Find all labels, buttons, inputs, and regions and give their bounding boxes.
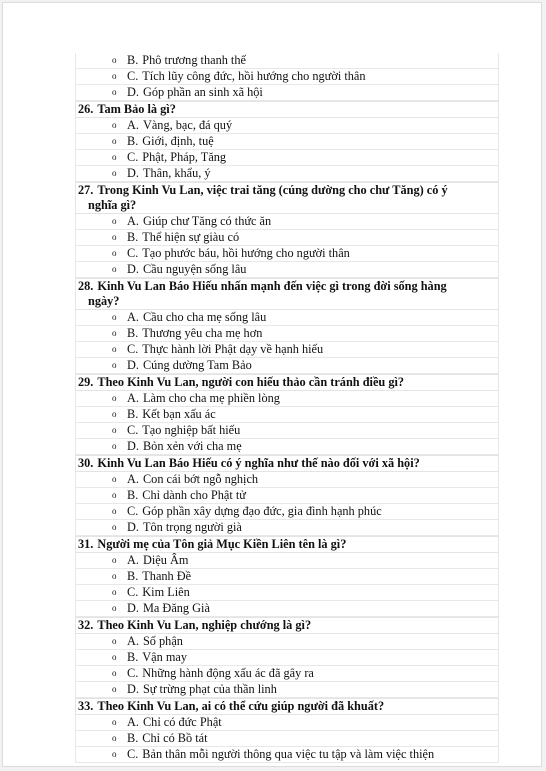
answer-option — [75, 310, 499, 326]
answer-option — [75, 569, 499, 585]
circle-bullet-icon: o — [112, 506, 117, 516]
circle-bullet-icon: o — [112, 328, 117, 338]
option-letter: C. — [127, 69, 139, 83]
option-letter: D. — [127, 166, 139, 180]
question-heading — [75, 101, 499, 118]
option-letter: B. — [127, 326, 139, 340]
answer-option — [75, 53, 499, 69]
option-letter: C. — [127, 246, 139, 260]
question-heading — [75, 536, 499, 553]
answer-option — [75, 262, 499, 278]
option-text: Chỉ có đức Phật — [142, 715, 222, 729]
circle-bullet-icon: o — [112, 749, 117, 759]
answer-option — [75, 214, 499, 230]
option-text: Tạo nghiệp bất hiếu — [142, 423, 241, 437]
question-text-continuation: nghĩa gì? — [88, 198, 137, 212]
question-text: Theo Kinh Vu Lan, người con hiếu thảo cần tránh điều gì? — [97, 375, 405, 389]
option-text: Cầu cho cha mẹ sống lâu — [142, 310, 267, 324]
option-letter: A. — [127, 634, 139, 648]
question-text: Kinh Vu Lan Báo Hiếu nhấn mạnh đến việc gì trong đời sống hàng — [97, 279, 447, 293]
option-text: Làm cho cha mẹ phiền lòng — [142, 391, 280, 405]
answer-option — [75, 715, 499, 731]
option-text: Cúng dường Tam Bảo — [142, 358, 252, 372]
answer-option — [75, 342, 499, 358]
option-text: Kết bạn xấu ác — [142, 407, 216, 421]
option-letter: C. — [127, 504, 139, 518]
option-text: Chỉ có Bồ tát — [142, 731, 208, 745]
option-text: Bỏn xẻn với cha mẹ — [142, 439, 242, 453]
question-number: 30. — [78, 456, 94, 470]
option-text: Vận may — [142, 650, 188, 664]
circle-bullet-icon: o — [112, 571, 117, 581]
question-heading — [75, 278, 499, 310]
option-letter: B. — [127, 731, 139, 745]
answer-option — [75, 246, 499, 262]
option-letter: D. — [127, 601, 139, 615]
option-letter: B. — [127, 53, 139, 67]
question-number: 31. — [78, 537, 94, 551]
option-letter: A. — [127, 391, 139, 405]
answer-option — [75, 553, 499, 569]
question-text: Tam Bảo là gì? — [97, 102, 176, 116]
answer-option — [75, 504, 499, 520]
document-page — [2, 2, 542, 767]
question-block — [75, 617, 499, 698]
circle-bullet-icon: o — [112, 603, 117, 613]
question-number: 27. — [78, 183, 94, 197]
option-letter: A. — [127, 715, 139, 729]
question-block — [75, 53, 499, 101]
answer-option — [75, 85, 499, 101]
option-text: Số phận — [142, 634, 183, 648]
question-block — [75, 182, 499, 278]
question-number: 29. — [78, 375, 94, 389]
circle-bullet-icon: o — [112, 555, 117, 565]
question-number: 32. — [78, 618, 94, 632]
option-letter: B. — [127, 134, 139, 148]
option-text: Tích lũy công đức, hồi hướng cho người thân — [142, 69, 366, 83]
circle-bullet-icon: o — [112, 248, 117, 258]
option-text: Tôn trọng người già — [142, 520, 242, 534]
circle-bullet-icon: o — [112, 264, 117, 274]
answer-option — [75, 666, 499, 682]
circle-bullet-icon: o — [112, 587, 117, 597]
option-letter: C. — [127, 150, 139, 164]
option-text: Cầu nguyện sống lâu — [142, 262, 247, 276]
answer-option — [75, 358, 499, 374]
option-letter: B. — [127, 407, 139, 421]
option-text: Góp phần xây dựng đạo đức, gia đình hạnh phúc — [142, 504, 382, 518]
option-text: Giới, định, tuệ — [142, 134, 214, 148]
option-letter: B. — [127, 650, 139, 664]
option-text: Kim Liên — [142, 585, 190, 599]
option-letter: D. — [127, 520, 139, 534]
option-letter: B. — [127, 569, 139, 583]
option-text: Phô trương thanh thế — [142, 53, 246, 67]
option-letter: D. — [127, 262, 139, 276]
option-text: Bản thân mỗi người thông qua việc tu tập và làm việc thiện — [142, 747, 435, 761]
circle-bullet-icon: o — [112, 312, 117, 322]
circle-bullet-icon: o — [112, 55, 117, 65]
circle-bullet-icon: o — [112, 717, 117, 727]
option-text: Chỉ dành cho Phật tử — [142, 488, 246, 502]
option-letter: D. — [127, 439, 139, 453]
circle-bullet-icon: o — [112, 652, 117, 662]
answer-option — [75, 472, 499, 488]
option-letter: C. — [127, 342, 139, 356]
option-letter: C. — [127, 747, 139, 761]
option-text: Sự trừng phạt của thần linh — [142, 682, 277, 696]
answer-option — [75, 488, 499, 504]
answer-option — [75, 118, 499, 134]
option-letter: C. — [127, 423, 139, 437]
option-text: Diệu Âm — [142, 553, 189, 567]
option-letter: B. — [127, 488, 139, 502]
question-block — [75, 374, 499, 455]
circle-bullet-icon: o — [112, 152, 117, 162]
answer-option — [75, 585, 499, 601]
answer-option — [75, 391, 499, 407]
question-number: 26. — [78, 102, 94, 116]
option-text: Vàng, bạc, đá quý — [142, 118, 233, 132]
answer-option — [75, 650, 499, 666]
circle-bullet-icon: o — [112, 636, 117, 646]
option-text: Thực hành lời Phật dạy về hạnh hiếu — [142, 342, 324, 356]
answer-option — [75, 682, 499, 698]
answer-option — [75, 747, 499, 763]
option-text: Giúp chư Tăng có thức ăn — [142, 214, 272, 228]
question-block — [75, 698, 499, 763]
circle-bullet-icon: o — [112, 87, 117, 97]
question-block — [75, 101, 499, 182]
answer-option — [75, 731, 499, 747]
circle-bullet-icon: o — [112, 474, 117, 484]
question-text: Theo Kinh Vu Lan, ai có thể cứu giúp người đã khuất? — [97, 699, 385, 713]
option-letter: A. — [127, 553, 139, 567]
answer-option — [75, 439, 499, 455]
answer-option — [75, 326, 499, 342]
circle-bullet-icon: o — [112, 136, 117, 146]
option-text: Những hành động xấu ác đã gây ra — [142, 666, 314, 680]
answer-option — [75, 69, 499, 85]
circle-bullet-icon: o — [112, 684, 117, 694]
option-text: Phật, Pháp, Tăng — [142, 150, 227, 164]
option-text: Thanh Đề — [142, 569, 192, 583]
circle-bullet-icon: o — [112, 441, 117, 451]
circle-bullet-icon: o — [112, 393, 117, 403]
question-list — [75, 53, 499, 763]
circle-bullet-icon: o — [112, 71, 117, 81]
circle-bullet-icon: o — [112, 168, 117, 178]
option-letter: B. — [127, 230, 139, 244]
option-text: Con cái bớt ngỗ nghịch — [142, 472, 259, 486]
question-heading — [75, 455, 499, 472]
option-letter: A. — [127, 472, 139, 486]
option-text: Thân, khẩu, ý — [142, 166, 211, 180]
circle-bullet-icon: o — [112, 344, 117, 354]
option-letter: D. — [127, 85, 139, 99]
circle-bullet-icon: o — [112, 733, 117, 743]
circle-bullet-icon: o — [112, 232, 117, 242]
answer-option — [75, 150, 499, 166]
question-heading — [75, 374, 499, 391]
question-text: Kinh Vu Lan Báo Hiếu có ý nghĩa như thế nào đối với xã hội? — [97, 456, 420, 470]
question-block — [75, 278, 499, 374]
question-block — [75, 455, 499, 536]
answer-option — [75, 230, 499, 246]
answer-option — [75, 601, 499, 617]
circle-bullet-icon: o — [112, 425, 117, 435]
answer-option — [75, 520, 499, 536]
answer-option — [75, 134, 499, 150]
question-heading — [75, 617, 499, 634]
question-text-continuation: ngày? — [88, 294, 120, 308]
circle-bullet-icon: o — [112, 490, 117, 500]
question-text: Trong Kinh Vu Lan, việc trai tăng (cúng dường cho chư Tăng) có ý — [97, 183, 448, 197]
circle-bullet-icon: o — [112, 409, 117, 419]
question-heading — [75, 698, 499, 715]
option-letter: D. — [127, 358, 139, 372]
answer-option — [75, 423, 499, 439]
option-letter: A. — [127, 214, 139, 228]
option-text: Thương yêu cha mẹ hơn — [142, 326, 263, 340]
option-text: Góp phần an sinh xã hội — [142, 85, 263, 99]
question-number: 28. — [78, 279, 94, 293]
option-text: Tạo phước báu, hồi hướng cho người thân — [142, 246, 350, 260]
question-text: Người mẹ của Tôn giả Mục Kiền Liên tên là gì? — [97, 537, 347, 551]
answer-option — [75, 407, 499, 423]
answer-option — [75, 634, 499, 650]
circle-bullet-icon: o — [112, 360, 117, 370]
answer-option — [75, 166, 499, 182]
question-block — [75, 536, 499, 617]
option-letter: C. — [127, 666, 139, 680]
option-letter: A. — [127, 118, 139, 132]
question-text: Theo Kinh Vu Lan, nghiệp chướng là gì? — [97, 618, 312, 632]
circle-bullet-icon: o — [112, 216, 117, 226]
circle-bullet-icon: o — [112, 522, 117, 532]
option-letter: C. — [127, 585, 139, 599]
circle-bullet-icon: o — [112, 668, 117, 678]
question-number: 33. — [78, 699, 94, 713]
circle-bullet-icon: o — [112, 120, 117, 130]
question-heading — [75, 182, 499, 214]
option-letter: D. — [127, 682, 139, 696]
option-text: Ma Đăng Già — [142, 601, 210, 615]
option-text: Thể hiện sự giàu có — [142, 230, 240, 244]
option-letter: A. — [127, 310, 139, 324]
